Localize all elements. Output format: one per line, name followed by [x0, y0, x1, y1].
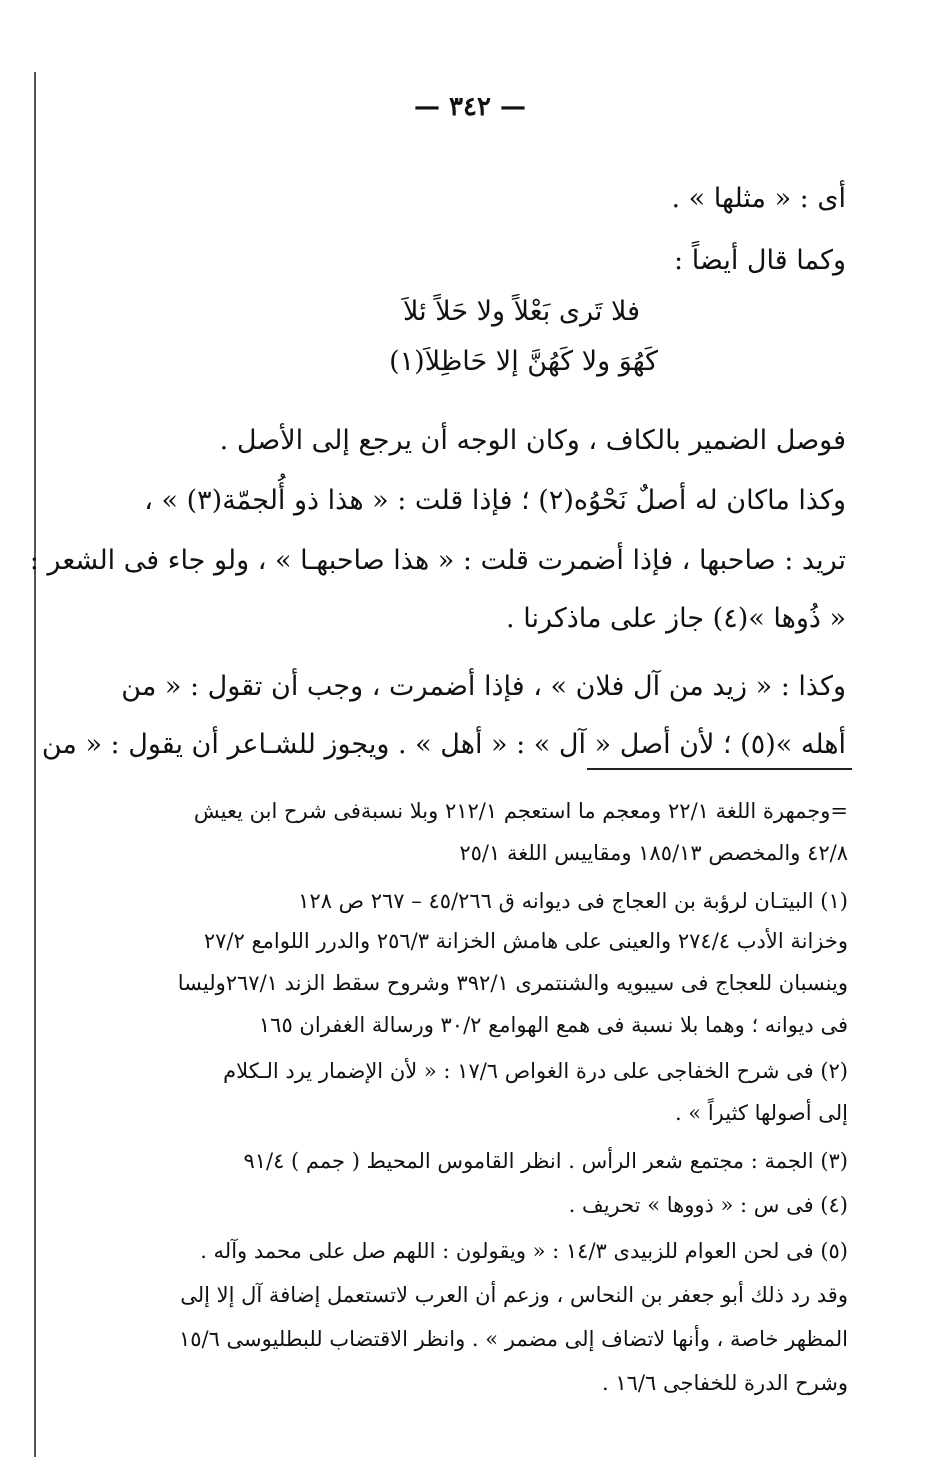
- footnote-line-13: المظهر خاصة ، وأنها لاتضاف إلى مضمر » . وانظر الاقتضاب للبطليوسى ١٥/٦: [178, 1327, 848, 1351]
- footnote-line-2: ٤٢/٨ والمخصص ١٨٥/١٣ ومقاييس اللغة ٢٥/١: [459, 841, 848, 865]
- body-line-6: « ذُوها »(٤) جاز على ماذكرنا .: [506, 603, 846, 634]
- body-line-3: فوصل الضمير بالكاف ، وكان الوجه أن يرجع إلى الأصل .: [219, 425, 846, 456]
- footnote-line-3: (١) البيتـان لرؤبة بن العجاج فى ديوانه ق ٤٥/٢٦٦ – ٢٦٧ ص ١٢٨: [298, 889, 848, 913]
- body-line-8: أهله »(٥) ؛ لأن أصل « آل » : « أهل » . ويجوز للشـاعر أن يقول : « من: [41, 729, 846, 760]
- body-line-1: أى : « مثلها » .: [671, 183, 846, 214]
- main-text: [29, 170, 846, 760]
- body-line-5: تريد : صاحبها ، فإذا أضمرت قلت : « هذا صاحبهـا » ، ولو جاء فى الشعر :: [29, 545, 846, 576]
- footnote-divider: [587, 768, 852, 770]
- footnote-line-12: وقد رد ذلك أبو جعفر بن النحاس ، وزعم أن العرب لاتستعمل إضافة آل إلا إلى: [180, 1283, 848, 1307]
- footnote-line-10: (٤) فى س : « ذووها » تحريف .: [568, 1193, 848, 1217]
- footnote-line-4: وخزانة الأدب ٢٧٤/٤ والعينى على هامش الخزانة ٢٥٦/٣ والدرر اللوامع ٢٧/٢: [203, 929, 848, 953]
- footnote-line-8: إلى أصولها كثيراً » .: [674, 1101, 848, 1125]
- footnote-line-9: (٣) الجمة : مجتمع شعر الرأس . انظر القاموس المحيط ( جمم ) ٩١/٤: [243, 1149, 848, 1173]
- body-line-4: وكذا ماكان له أصلٌ نَحْوُه(٢) ؛ فإذا قلت : « هذا ذو أُلجمّة(٣) » ،: [144, 485, 846, 516]
- body-line-7: وكذا : « زيد من آل فلان » ، فإذا أضمرت ، وجب أن تقول : « من: [121, 671, 846, 702]
- footnote-line-7: (٢) فى شرح الخفاجى على درة الغواص ١٧/٦ : « لأن الإضمار يرد الـكلام: [223, 1059, 848, 1083]
- page-edge-rule: [34, 72, 36, 1457]
- page-number: — ٣٤٢ —: [413, 92, 527, 122]
- footnote-line-14: وشرح الدرة للخفاجى ١٦/٦ .: [602, 1371, 848, 1395]
- verse-line-1: فلا تَرى بَعْلاً ولا حَلاً ئلاَ: [403, 296, 640, 327]
- footnote-line-11: (٥) فى لحن العوام للزبيدى ١٤/٣ : « ويقولون : اللهم صل على محمد وآله .: [200, 1239, 848, 1263]
- footnote-line-6: فى ديوانه ؛ وهما بلا نسبة فى همع الهوامع ٣٠/٢ ورسالة الغفران ١٦٥: [258, 1013, 848, 1037]
- verse-line-2: كَهُوَ ولا كَهُنَّ إلا حَاظِلاَ(١): [389, 346, 658, 377]
- body-line-2: وكما قال أيضاً :: [674, 245, 846, 276]
- footnote-line-5: وينسبان للعجاج فى سيبويه والشنتمرى ٣٩٢/١ وشروح سقط الزند ٢٦٧/١وليسا: [177, 971, 848, 995]
- footnote-line-1: =وجمهرة اللغة ٢٢/١ ومعجم ما استعجم ٢١٢/١ وبلا نسبةفى شرح ابن يعيش: [193, 799, 848, 823]
